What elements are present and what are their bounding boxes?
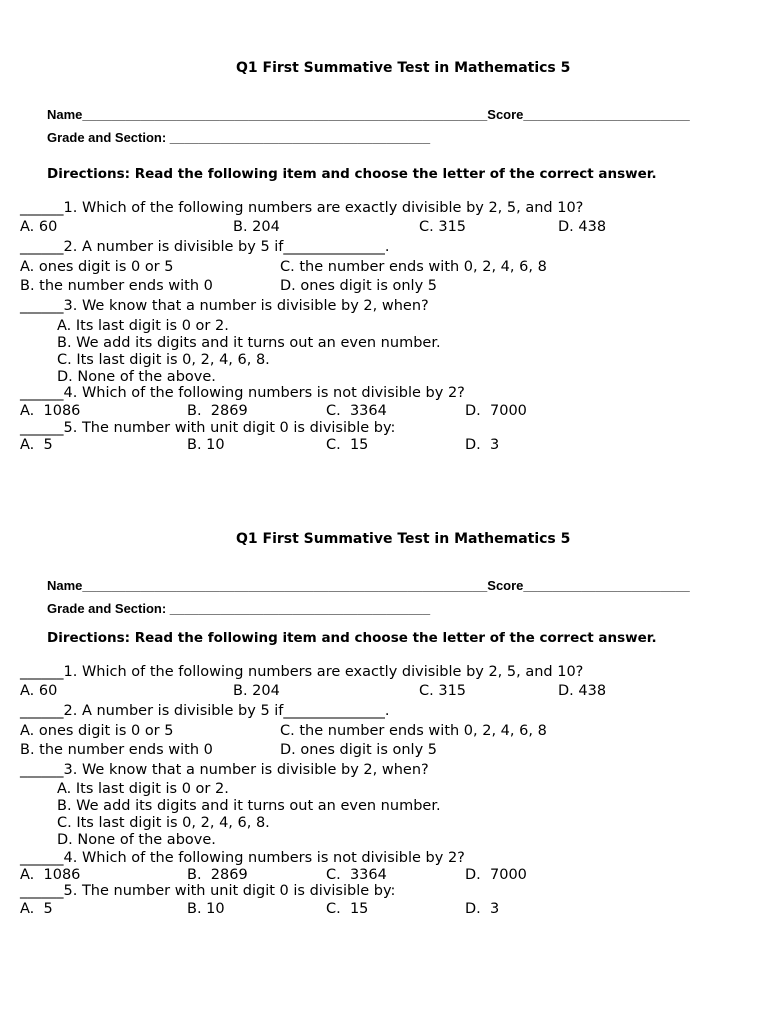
q4-option-d: D. 7000 xyxy=(465,403,527,419)
question-3: ______3. We know that a number is divisible by 2, when? xyxy=(20,762,429,778)
test-copy-1 xyxy=(0,0,768,470)
q1-option-a: A. 60 xyxy=(20,683,58,699)
test-title: Q1 First Summative Test in Mathematics 5 xyxy=(236,60,571,76)
q3-option-b: B. We add its digits and it turns out an even number. xyxy=(57,335,441,351)
question-2: ______2. A number is divisible by 5 if______________. xyxy=(20,703,390,719)
q2-option-a: A. ones digit is 0 or 5 xyxy=(20,259,174,275)
q1-option-b: B. 204 xyxy=(233,683,280,699)
q1-option-d: D. 438 xyxy=(558,683,607,699)
q1-option-b: B. 204 xyxy=(233,219,280,235)
grade-section-line: Grade and Section: ____________________________________ xyxy=(47,130,431,145)
q5-option-a: A. 5 xyxy=(20,901,53,917)
question-4: ______4. Which of the following numbers is not divisible by 2? xyxy=(20,850,465,866)
q4-option-a: A. 1086 xyxy=(20,403,81,419)
q5-option-a: A. 5 xyxy=(20,437,53,453)
q5-option-d: D. 3 xyxy=(465,901,500,917)
question-5: ______5. The number with unit digit 0 is divisible by: xyxy=(20,420,396,436)
q5-option-b: B. 10 xyxy=(187,437,225,453)
q3-option-a: A. Its last digit is 0 or 2. xyxy=(57,318,229,334)
question-4: ______4. Which of the following numbers is not divisible by 2? xyxy=(20,385,465,401)
question-1: ______1. Which of the following numbers are exactly divisible by 2, 5, and 10? xyxy=(20,664,584,680)
q3-option-d: D. None of the above. xyxy=(57,832,216,848)
q2-option-a: A. ones digit is 0 or 5 xyxy=(20,723,174,739)
q4-option-c: C. 3364 xyxy=(326,403,387,419)
q4-option-d: D. 7000 xyxy=(465,867,527,883)
q2-option-d: D. ones digit is only 5 xyxy=(280,742,437,758)
q1-option-a: A. 60 xyxy=(20,219,58,235)
q3-option-c: C. Its last digit is 0, 2, 4, 6, 8. xyxy=(57,815,270,831)
q3-option-a: A. Its last digit is 0 or 2. xyxy=(57,781,229,797)
q5-option-d: D. 3 xyxy=(465,437,500,453)
q4-option-a: A. 1086 xyxy=(20,867,81,883)
q1-option-d: D. 438 xyxy=(558,219,607,235)
name-score-line: Name________________________________________________________Score_______________________ xyxy=(47,107,690,122)
q5-option-c: C. 15 xyxy=(326,437,369,453)
question-2: ______2. A number is divisible by 5 if______________. xyxy=(20,239,390,255)
question-3: ______3. We know that a number is divisible by 2, when? xyxy=(20,298,429,314)
q1-option-c: C. 315 xyxy=(419,219,467,235)
q3-option-d: D. None of the above. xyxy=(57,369,216,385)
test-copy-2 xyxy=(0,471,768,941)
name-score-line: Name________________________________________________________Score_______________________ xyxy=(47,578,690,593)
question-5: ______5. The number with unit digit 0 is divisible by: xyxy=(20,883,396,899)
q2-option-b: B. the number ends with 0 xyxy=(20,742,213,758)
directions: Directions: Read the following item and choose the letter of the correct answer. xyxy=(47,166,657,182)
q5-option-b: B. 10 xyxy=(187,901,225,917)
q4-option-b: B. 2869 xyxy=(187,403,248,419)
test-title: Q1 First Summative Test in Mathematics 5 xyxy=(236,531,571,547)
q2-option-c: C. the number ends with 0, 2, 4, 6, 8 xyxy=(280,259,547,275)
directions: Directions: Read the following item and choose the letter of the correct answer. xyxy=(47,630,657,646)
q3-option-c: C. Its last digit is 0, 2, 4, 6, 8. xyxy=(57,352,270,368)
q4-option-b: B. 2869 xyxy=(187,867,248,883)
q2-option-c: C. the number ends with 0, 2, 4, 6, 8 xyxy=(280,723,547,739)
question-1: ______1. Which of the following numbers are exactly divisible by 2, 5, and 10? xyxy=(20,200,584,216)
q2-option-d: D. ones digit is only 5 xyxy=(280,278,437,294)
q3-option-b: B. We add its digits and it turns out an even number. xyxy=(57,798,441,814)
q5-option-c: C. 15 xyxy=(326,901,369,917)
q1-option-c: C. 315 xyxy=(419,683,467,699)
q4-option-c: C. 3364 xyxy=(326,867,387,883)
grade-section-line: Grade and Section: ____________________________________ xyxy=(47,601,431,616)
q2-option-b: B. the number ends with 0 xyxy=(20,278,213,294)
